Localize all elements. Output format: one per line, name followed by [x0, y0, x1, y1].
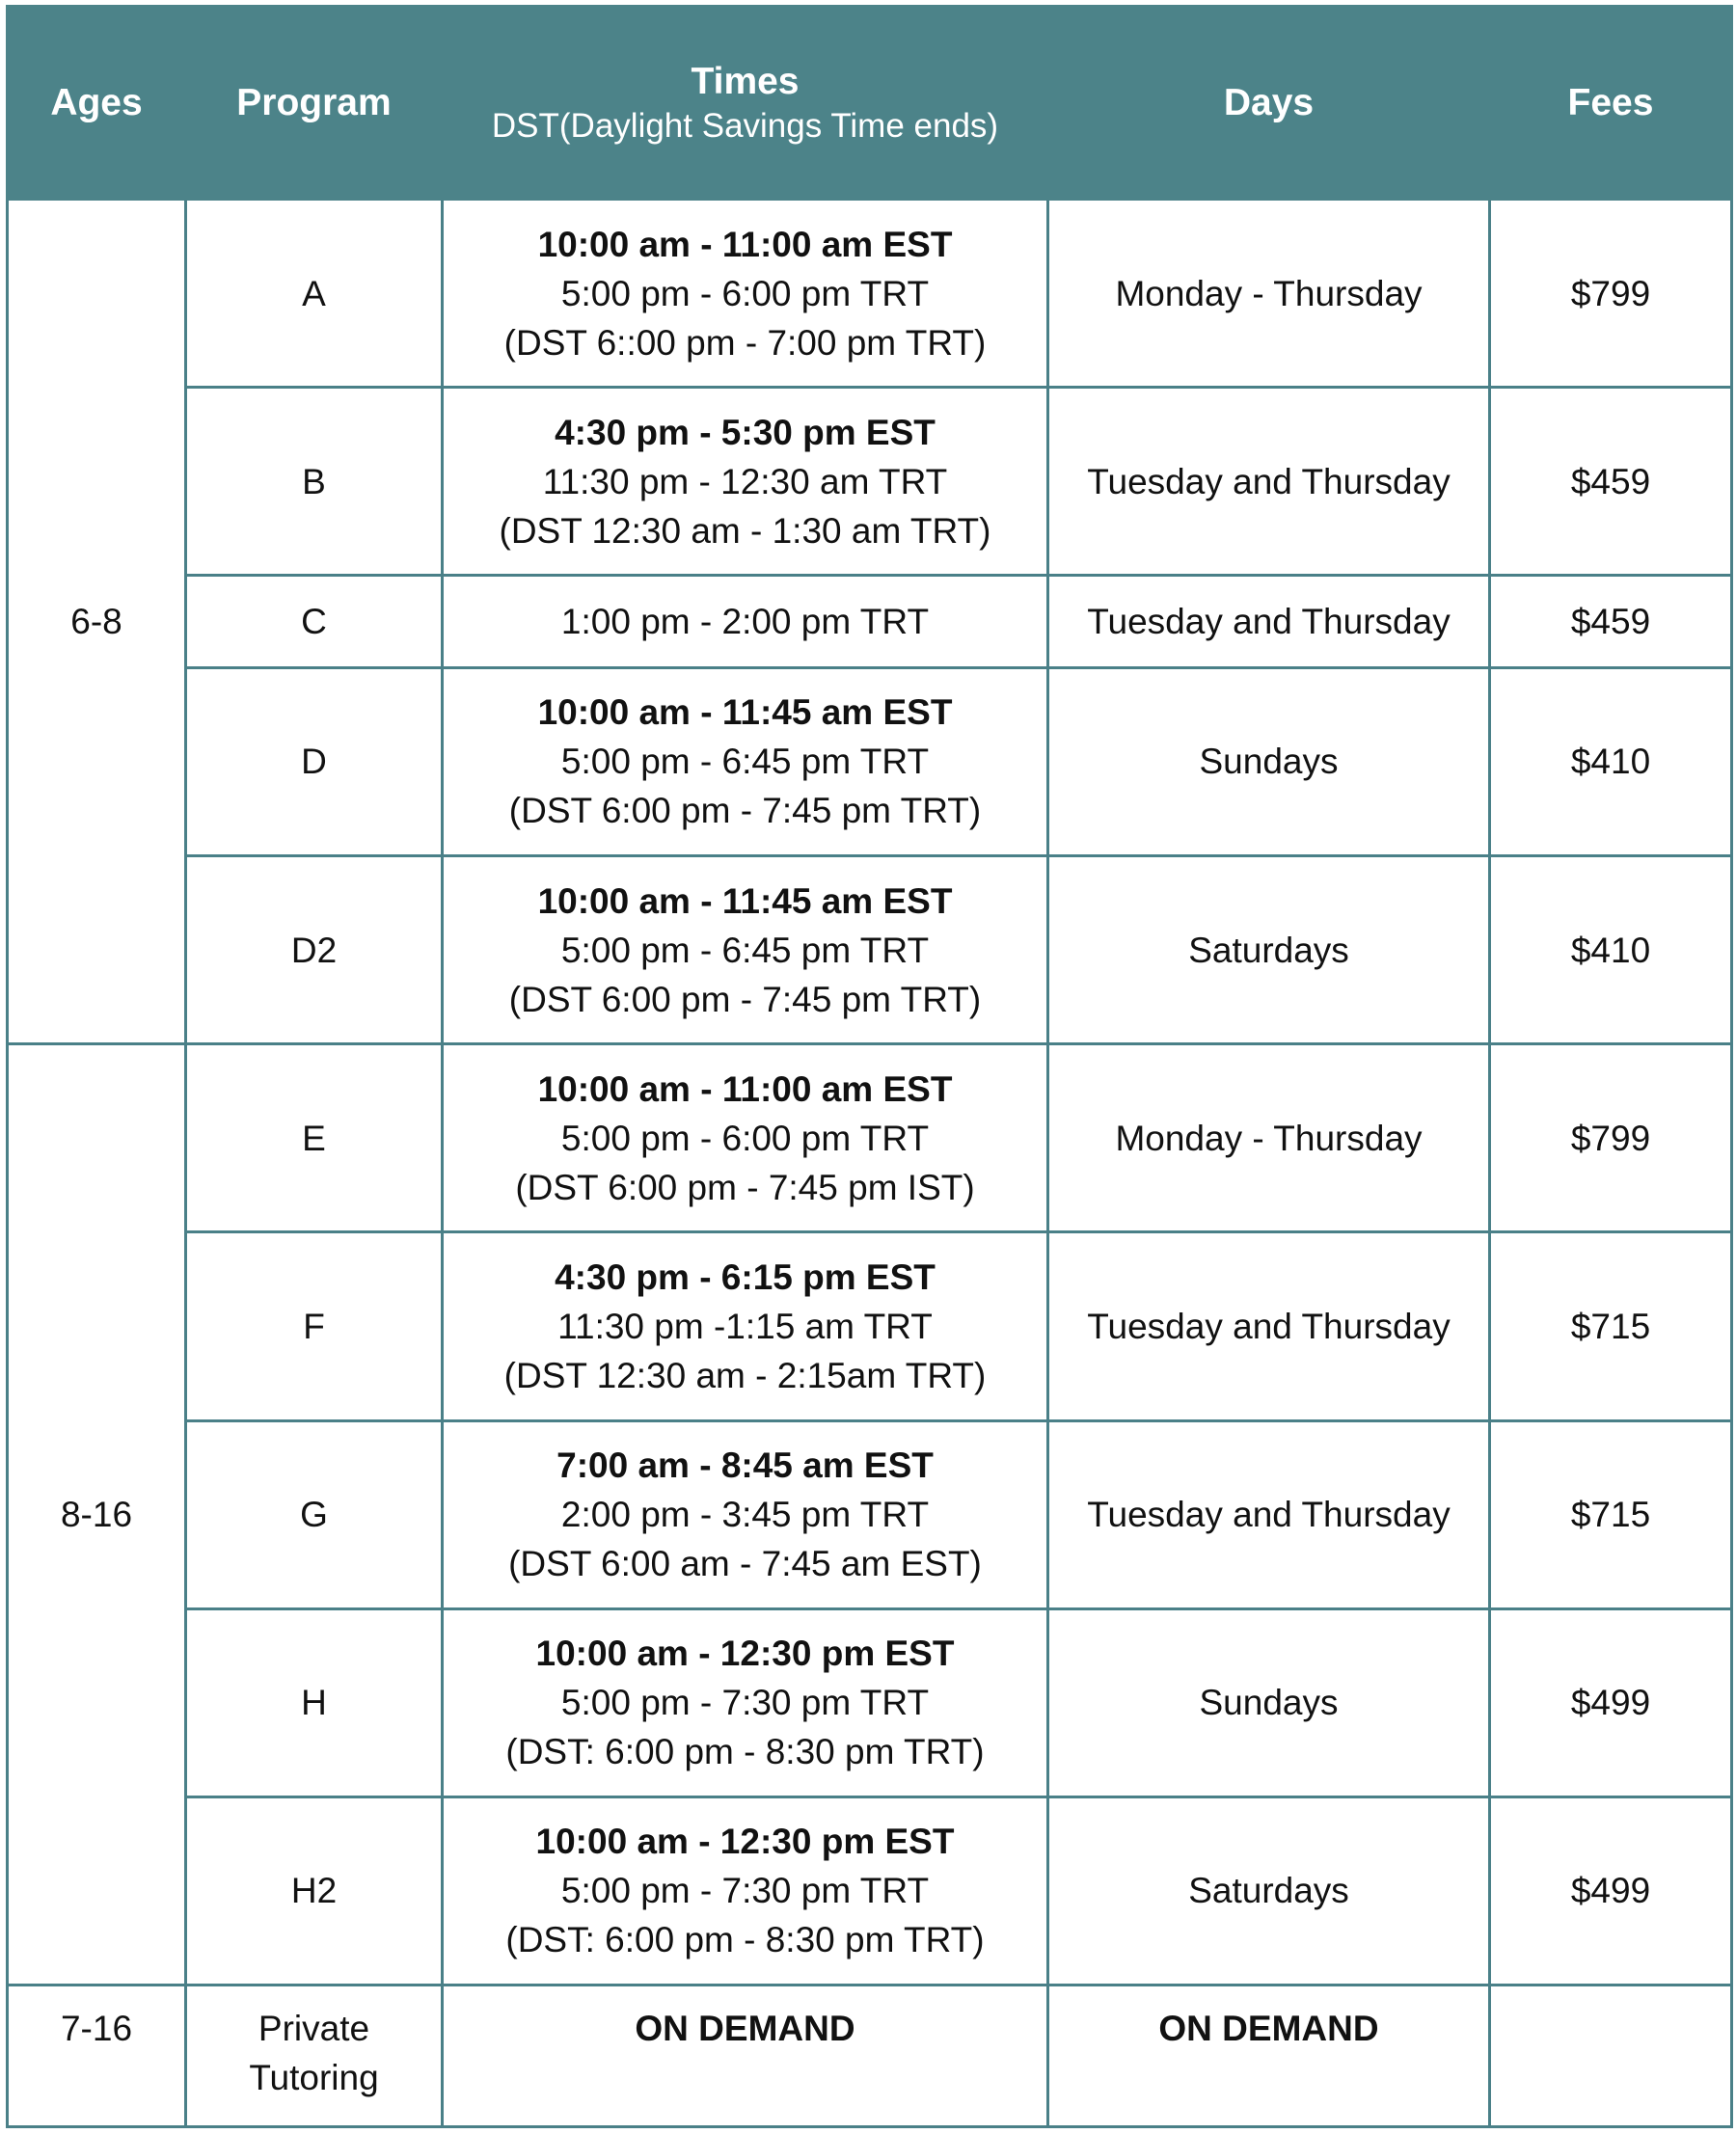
schedule-table	[6, 5, 1733, 2128]
times-cell	[443, 1796, 1048, 1985]
fees-cell: $715	[1490, 1420, 1732, 1608]
days-cell: Sundays	[1048, 1608, 1490, 1796]
ages-cell: 6-8	[8, 200, 186, 1044]
program-cell	[186, 1985, 443, 2126]
program-cell: H	[186, 1608, 443, 1796]
fees-cell: $499	[1490, 1608, 1732, 1796]
days-cell: Saturdays	[1048, 856, 1490, 1044]
time-trt: 5:00 pm - 6:00 pm TRT	[560, 273, 930, 313]
header-times-subtitle: DST(Daylight Savings Time ends)	[491, 107, 999, 146]
program-cell: B	[186, 388, 443, 576]
times-cell	[443, 667, 1048, 855]
time-dst: (DST 12:30 am - 1:30 am TRT)	[499, 510, 991, 551]
table-row	[8, 200, 1732, 388]
program-cell: G	[186, 1420, 443, 1608]
fees-cell: $499	[1490, 1796, 1732, 1985]
header-times	[443, 7, 1048, 200]
header-program: Program	[186, 7, 443, 200]
ages-cell: 8-16	[8, 1044, 186, 1985]
days-cell: Monday - Thursday	[1048, 200, 1490, 388]
fees-cell: $459	[1490, 388, 1732, 576]
time-trt: 11:30 pm - 12:30 am TRT	[542, 461, 948, 501]
program-line-1: Private	[258, 2008, 370, 2048]
header-ages: Ages	[8, 7, 186, 200]
table-row	[8, 576, 1732, 668]
time-trt: 1:00 pm - 2:00 pm TRT	[560, 602, 930, 642]
fees-cell: $410	[1490, 667, 1732, 855]
time-est: 4:30 pm - 5:30 pm EST	[555, 412, 936, 452]
time-trt: 5:00 pm - 6:00 pm TRT	[560, 1118, 930, 1158]
ages-cell: 7-16	[8, 1985, 186, 2126]
header-times-title: Times	[691, 60, 800, 102]
fees-cell: $799	[1490, 1044, 1732, 1232]
program-cell: F	[186, 1232, 443, 1420]
days-cell: Tuesday and Thursday	[1048, 576, 1490, 668]
fees-cell: $459	[1490, 576, 1732, 668]
days-cell: Tuesday and Thursday	[1048, 1420, 1490, 1608]
times-cell	[443, 856, 1048, 1044]
days-cell: Monday - Thursday	[1048, 1044, 1490, 1232]
times-cell: ON DEMAND	[443, 1985, 1048, 2126]
fees-cell: $799	[1490, 200, 1732, 388]
program-cell: A	[186, 200, 443, 388]
header-row	[8, 7, 1732, 200]
times-cell	[443, 1420, 1048, 1608]
table-row	[8, 1796, 1732, 1985]
time-est: 10:00 am - 11:00 am EST	[537, 224, 953, 264]
time-est: 4:30 pm - 6:15 pm EST	[555, 1256, 936, 1297]
time-trt: 5:00 pm - 7:30 pm TRT	[560, 1871, 930, 1911]
times-cell	[443, 200, 1048, 388]
program-cell: C	[186, 576, 443, 668]
table-row	[8, 856, 1732, 1044]
program-cell: D2	[186, 856, 443, 1044]
days-cell: Tuesday and Thursday	[1048, 1232, 1490, 1420]
time-est: 10:00 am - 11:45 am EST	[537, 692, 953, 733]
days-cell: Saturdays	[1048, 1796, 1490, 1985]
fees-cell: $410	[1490, 856, 1732, 1044]
table-row	[8, 667, 1732, 855]
times-cell	[443, 1608, 1048, 1796]
table-row	[8, 1420, 1732, 1608]
time-trt: 5:00 pm - 7:30 pm TRT	[560, 1683, 930, 1723]
times-cell	[443, 1232, 1048, 1420]
table-row	[8, 1608, 1732, 1796]
fees-cell: $715	[1490, 1232, 1732, 1420]
days-cell: Sundays	[1048, 667, 1490, 855]
time-est: 10:00 am - 12:30 pm EST	[535, 1822, 955, 1862]
time-dst: (DST 6:00 am - 7:45 am EST)	[508, 1544, 982, 1584]
time-est: 10:00 am - 11:45 am EST	[537, 880, 953, 921]
program-cell: D	[186, 667, 443, 855]
time-est: 10:00 am - 11:00 am EST	[537, 1068, 953, 1109]
table-row	[8, 388, 1732, 576]
header-days: Days	[1048, 7, 1490, 200]
days-cell: ON DEMAND	[1048, 1985, 1490, 2126]
time-dst: (DST 6:00 pm - 7:45 pm IST)	[515, 1167, 975, 1207]
table-row	[8, 1044, 1732, 1232]
time-dst: (DST: 6:00 pm - 8:30 pm TRT)	[505, 1732, 985, 1772]
time-trt: 11:30 pm -1:15 am TRT	[557, 1306, 933, 1346]
times-cell	[443, 1044, 1048, 1232]
times-cell	[443, 576, 1048, 668]
program-line-2: Tutoring	[249, 2057, 379, 2097]
time-dst: (DST: 6:00 pm - 8:30 pm TRT)	[505, 1920, 985, 1960]
time-dst: (DST 6:00 pm - 7:45 pm TRT)	[508, 791, 982, 831]
time-dst: (DST 12:30 am - 2:15am TRT)	[503, 1355, 987, 1395]
time-trt: 5:00 pm - 6:45 pm TRT	[560, 930, 930, 970]
table-row-private-tutoring	[8, 1985, 1732, 2126]
days-cell: Tuesday and Thursday	[1048, 388, 1490, 576]
time-est: 7:00 am - 8:45 am EST	[556, 1445, 934, 1486]
time-trt: 5:00 pm - 6:45 pm TRT	[560, 742, 930, 782]
header-fees: Fees	[1490, 7, 1732, 200]
program-cell: H2	[186, 1796, 443, 1985]
time-dst: (DST 6:00 pm - 7:45 pm TRT)	[508, 979, 982, 1019]
time-trt: 2:00 pm - 3:45 pm TRT	[560, 1495, 930, 1535]
time-est: 10:00 am - 12:30 pm EST	[535, 1634, 955, 1674]
table-row	[8, 1232, 1732, 1420]
times-cell	[443, 388, 1048, 576]
time-dst: (DST 6::00 pm - 7:00 pm TRT)	[503, 322, 987, 363]
program-cell: E	[186, 1044, 443, 1232]
fees-cell	[1490, 1985, 1732, 2126]
